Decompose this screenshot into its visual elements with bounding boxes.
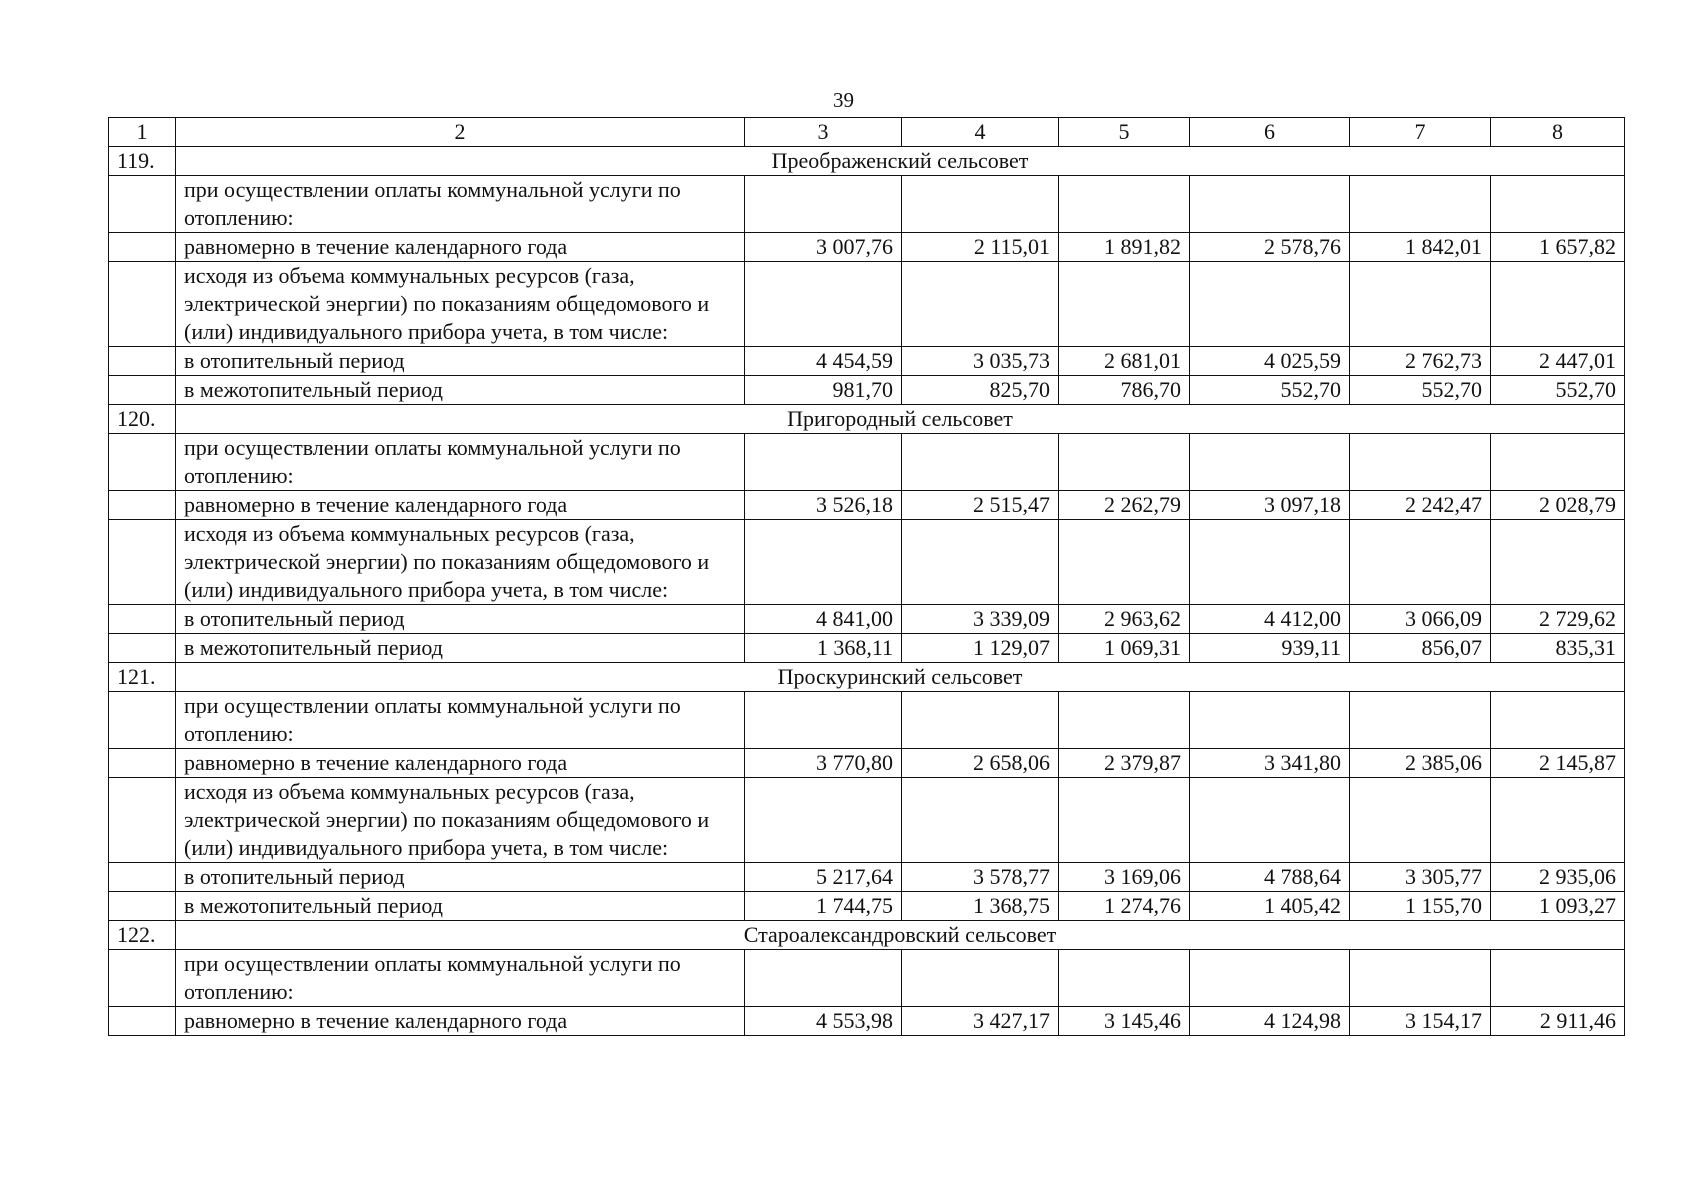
table-row (109, 605, 1625, 634)
tariff-table (108, 117, 1625, 1036)
row-label: при осуществлении оплаты коммунальной услуги по отоплению: (176, 950, 745, 1007)
tariff-value: 2 242,47 (1350, 491, 1491, 520)
table-row (109, 863, 1625, 892)
tariff-value: 1 405,42 (1190, 892, 1350, 921)
table-row (109, 778, 1625, 863)
tariff-value: 2 578,76 (1190, 233, 1350, 262)
tariff-value (1190, 950, 1350, 1007)
tariff-value: 825,70 (902, 376, 1059, 405)
tariff-value: 5 217,64 (745, 863, 902, 892)
tariff-value: 2 681,01 (1059, 347, 1190, 376)
tariff-value (745, 262, 902, 347)
tariff-value (745, 434, 902, 491)
tariff-value (1491, 176, 1625, 233)
column-header: 8 (1491, 118, 1625, 147)
tariff-value (902, 434, 1059, 491)
tariff-value (902, 520, 1059, 605)
tariff-value: 4 412,00 (1190, 605, 1350, 634)
tariff-value (1491, 950, 1625, 1007)
row-label: исходя из объема коммунальных ресурсов (газа, электрической энергии) по показаниям общедомового и (или) индивидуального прибора учета, в том числе: (176, 520, 745, 605)
row-label: при осуществлении оплаты коммунальной услуги по отоплению: (176, 176, 745, 233)
tariff-value: 552,70 (1491, 376, 1625, 405)
tariff-value: 4 841,00 (745, 605, 902, 634)
tariff-value (745, 692, 902, 749)
tariff-value: 3 770,80 (745, 749, 902, 778)
tariff-value: 856,07 (1350, 634, 1491, 663)
row-number-cell (109, 347, 176, 376)
settlement-name: Проскуринский сельсовет (176, 663, 1625, 692)
tariff-value: 2 145,87 (1491, 749, 1625, 778)
tariff-value (745, 520, 902, 605)
table-row (109, 749, 1625, 778)
row-label: при осуществлении оплаты коммунальной услуги по отоплению: (176, 692, 745, 749)
table-row (109, 1007, 1625, 1036)
row-label: равномерно в течение календарного года (176, 233, 745, 262)
tariff-value: 3 169,06 (1059, 863, 1190, 892)
tariff-value: 2 762,73 (1350, 347, 1491, 376)
row-label: в отопительный период (176, 347, 745, 376)
tariff-value: 2 379,87 (1059, 749, 1190, 778)
tariff-value: 3 066,09 (1350, 605, 1491, 634)
row-label: равномерно в течение календарного года (176, 749, 745, 778)
tariff-value (1350, 434, 1491, 491)
row-label: в межотопительный период (176, 376, 745, 405)
section-number: 119. (109, 147, 176, 176)
row-label: в межотопительный период (176, 634, 745, 663)
tariff-value: 2 963,62 (1059, 605, 1190, 634)
tariff-value (1491, 692, 1625, 749)
tariff-value (902, 950, 1059, 1007)
table-row (109, 520, 1625, 605)
column-header: 3 (745, 118, 902, 147)
tariff-value: 1 842,01 (1350, 233, 1491, 262)
table-row (109, 176, 1625, 233)
row-label: исходя из объема коммунальных ресурсов (газа, электрической энергии) по показаниям общедомового и (или) индивидуального прибора учета, в том числе: (176, 262, 745, 347)
row-label: исходя из объема коммунальных ресурсов (газа, электрической энергии) по показаниям общедомового и (или) индивидуального прибора учета, в том числе: (176, 778, 745, 863)
table-row (109, 347, 1625, 376)
settlement-row (109, 147, 1625, 176)
tariff-value (1491, 778, 1625, 863)
tariff-value: 1 129,07 (902, 634, 1059, 663)
row-label: в отопительный период (176, 605, 745, 634)
row-number-cell (109, 491, 176, 520)
row-number-cell (109, 233, 176, 262)
tariff-value: 4 553,98 (745, 1007, 902, 1036)
tariff-value (902, 692, 1059, 749)
row-number-cell (109, 778, 176, 863)
tariff-value: 2 515,47 (902, 491, 1059, 520)
tariff-value: 1 069,31 (1059, 634, 1190, 663)
tariff-value: 4 454,59 (745, 347, 902, 376)
tariff-value (1059, 262, 1190, 347)
tariff-value: 3 305,77 (1350, 863, 1491, 892)
table-row (109, 233, 1625, 262)
row-number-cell (109, 520, 176, 605)
table-row (109, 262, 1625, 347)
tariff-value: 3 427,17 (902, 1007, 1059, 1036)
tariff-value (1491, 262, 1625, 347)
row-label: равномерно в течение календарного года (176, 1007, 745, 1036)
tariff-value: 939,11 (1190, 634, 1350, 663)
tariff-value (1059, 520, 1190, 605)
tariff-value: 552,70 (1350, 376, 1491, 405)
tariff-value: 786,70 (1059, 376, 1190, 405)
tariff-value (902, 262, 1059, 347)
tariff-value: 2 385,06 (1350, 749, 1491, 778)
tariff-value (1350, 520, 1491, 605)
tariff-value: 4 124,98 (1190, 1007, 1350, 1036)
row-number-cell (109, 262, 176, 347)
tariff-value: 1 155,70 (1350, 892, 1491, 921)
row-number-cell (109, 634, 176, 663)
settlement-name: Староалександровский сельсовет (176, 921, 1625, 950)
tariff-value: 2 729,62 (1491, 605, 1625, 634)
tariff-value: 4 025,59 (1190, 347, 1350, 376)
tariff-value (1350, 692, 1491, 749)
row-number-cell (109, 176, 176, 233)
tariff-value: 552,70 (1190, 376, 1350, 405)
tariff-value (1350, 176, 1491, 233)
tariff-value: 3 341,80 (1190, 749, 1350, 778)
tariff-value: 2 911,46 (1491, 1007, 1625, 1036)
row-label: в отопительный период (176, 863, 745, 892)
tariff-value (745, 950, 902, 1007)
tariff-value (1059, 778, 1190, 863)
tariff-value (1190, 262, 1350, 347)
tariff-value: 4 788,64 (1190, 863, 1350, 892)
row-label: при осуществлении оплаты коммунальной услуги по отоплению: (176, 434, 745, 491)
column-header: 1 (109, 118, 176, 147)
tariff-value (902, 778, 1059, 863)
section-number: 120. (109, 405, 176, 434)
tariff-value: 2 935,06 (1491, 863, 1625, 892)
settlement-row (109, 405, 1625, 434)
row-number-cell (109, 605, 176, 634)
page-number: 39 (833, 88, 854, 112)
tariff-value: 2 262,79 (1059, 491, 1190, 520)
tariff-value: 3 578,77 (902, 863, 1059, 892)
row-number-cell (109, 749, 176, 778)
tariff-value (745, 176, 902, 233)
tariff-value: 2 028,79 (1491, 491, 1625, 520)
section-number: 122. (109, 921, 176, 950)
tariff-value: 3 007,76 (745, 233, 902, 262)
tariff-value: 3 526,18 (745, 491, 902, 520)
row-label: в межотопительный период (176, 892, 745, 921)
tariff-value: 1 274,76 (1059, 892, 1190, 921)
table-body (109, 118, 1625, 1036)
tariff-value: 1 093,27 (1491, 892, 1625, 921)
tariff-value: 1 891,82 (1059, 233, 1190, 262)
tariff-value (1350, 262, 1491, 347)
table-row (109, 892, 1625, 921)
row-number-cell (109, 1007, 176, 1036)
tariff-value (1059, 434, 1190, 491)
tariff-value (1190, 176, 1350, 233)
tariff-value (1491, 434, 1625, 491)
tariff-value: 835,31 (1491, 634, 1625, 663)
table-row (109, 434, 1625, 491)
tariff-value: 981,70 (745, 376, 902, 405)
settlement-name: Пригородный сельсовет (176, 405, 1625, 434)
row-number-cell (109, 434, 176, 491)
tariff-value: 1 657,82 (1491, 233, 1625, 262)
tariff-value (1059, 950, 1190, 1007)
table-row (109, 376, 1625, 405)
tariff-value: 2 447,01 (1491, 347, 1625, 376)
tariff-value: 3 145,46 (1059, 1007, 1190, 1036)
settlement-row (109, 663, 1625, 692)
tariff-value (1350, 778, 1491, 863)
tariff-value: 2 115,01 (902, 233, 1059, 262)
row-label: равномерно в течение календарного года (176, 491, 745, 520)
row-number-cell (109, 863, 176, 892)
row-number-cell (109, 376, 176, 405)
tariff-value: 3 339,09 (902, 605, 1059, 634)
row-number-cell (109, 692, 176, 749)
tariff-value: 1 368,11 (745, 634, 902, 663)
tariff-value (1491, 520, 1625, 605)
column-header: 7 (1350, 118, 1491, 147)
table-row (109, 634, 1625, 663)
tariff-value: 3 097,18 (1190, 491, 1350, 520)
tariff-value: 3 154,17 (1350, 1007, 1491, 1036)
tariff-value (1190, 520, 1350, 605)
tariff-value (745, 778, 902, 863)
tariff-value (1059, 176, 1190, 233)
tariff-value: 1 744,75 (745, 892, 902, 921)
tariff-value (902, 176, 1059, 233)
column-header: 6 (1190, 118, 1350, 147)
tariff-value: 1 368,75 (902, 892, 1059, 921)
column-header: 2 (176, 118, 745, 147)
column-header: 5 (1059, 118, 1190, 147)
tariff-value (1059, 692, 1190, 749)
tariff-value: 2 658,06 (902, 749, 1059, 778)
tariff-value (1190, 692, 1350, 749)
column-header-row (109, 118, 1625, 147)
settlement-name: Преображенский сельсовет (176, 147, 1625, 176)
tariff-value (1350, 950, 1491, 1007)
settlement-row (109, 921, 1625, 950)
tariff-value: 3 035,73 (902, 347, 1059, 376)
table-row (109, 491, 1625, 520)
table-row (109, 692, 1625, 749)
tariff-value (1190, 778, 1350, 863)
row-number-cell (109, 950, 176, 1007)
section-number: 121. (109, 663, 176, 692)
table-row (109, 950, 1625, 1007)
column-header: 4 (902, 118, 1059, 147)
row-number-cell (109, 892, 176, 921)
tariff-value (1190, 434, 1350, 491)
